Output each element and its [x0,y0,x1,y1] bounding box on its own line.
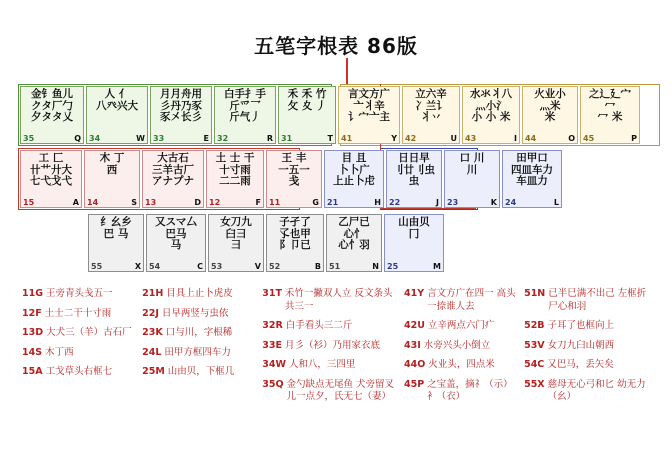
key-code-number: 21 [327,198,339,207]
key-letter: C [197,262,203,271]
legend-item-code: 22J [142,307,159,319]
key-letter: N [372,262,379,271]
legend-item-text: 木丁西 [45,346,74,358]
key-glyph-line: 月月舟用 [160,88,202,100]
key-glyphs [463,87,519,124]
key-code-number: 22 [389,198,401,207]
key-footer [503,198,561,207]
key-code-number: 53 [211,262,223,271]
legend-item-code: 55X [524,378,545,390]
key-glyph-line: 冖 米 [597,111,623,123]
key-glyph-line: 土 士 干 [215,152,255,164]
key-v[interactable] [208,214,264,272]
key-glyph-line: 阝卩已 [279,239,311,251]
key-e[interactable] [150,86,212,144]
legend-item [22,288,138,301]
key-glyph-line: 臼彐 [225,227,247,240]
key-letter: H [374,198,381,207]
key-code-number: 23 [447,198,459,207]
legend-item-text: 慈母无心弓和匕 幼无力（幺） [547,378,646,402]
title-connector-line [346,58,348,84]
key-l[interactable] [502,150,562,208]
key-glyphs [215,87,275,124]
key-glyphs [267,151,321,188]
key-footer [325,198,383,207]
legend-item-text: 口与川，字根稀 [165,327,233,338]
key-letter: X [134,262,141,271]
legend-item-code: 32R [262,320,283,331]
key-glyph-line: 刂廿刂虫 [393,163,435,176]
key-glyph-line: 彐 [230,239,242,251]
keyboard-row-top [20,86,642,144]
legend-item-text: 又巴马，丢矢矣 [547,359,614,370]
key-glyph-line: アナプナ [152,175,194,187]
key-glyph-line: 目 且 [341,152,367,164]
key-code-number: 52 [269,262,281,271]
key-footer [339,134,399,143]
key-letter: A [72,198,79,207]
legend-item [262,288,400,313]
legend-item-code: 43I [403,339,421,351]
key-glyph-line: 乙尸已 [338,216,370,228]
key-footer [207,198,263,207]
key-code-number: 13 [145,198,157,207]
legend-column [262,288,400,411]
key-footer [89,262,143,271]
legend-column [22,288,138,411]
key-code-number: 42 [405,134,417,143]
key-glyph-line: 川 [466,163,478,176]
key-letter: F [255,198,261,207]
key-glyph-line: 冖 [604,99,616,112]
key-q[interactable] [20,86,84,144]
legend-item [22,366,138,379]
key-glyph-line: 纟幺乡 [100,216,132,228]
legend-column [404,288,520,411]
legend-item [142,288,258,301]
legend-item [262,340,400,353]
key-glyph-line: 斤爫乛 [229,99,261,112]
key-code-number: 24 [505,198,517,207]
key-code-number: 11 [269,198,281,207]
key-code-number: 14 [87,198,99,207]
legend-item [524,379,652,404]
legend-item-text: 火业头，四点米 [428,359,495,370]
key-glyph-line: 斤气丿 [229,111,261,123]
key-footer [267,198,321,207]
key-glyph-line: 灬米 [539,99,561,112]
legend-item-text: 人和八，三四里 [288,359,356,370]
key-glyph-line: 上止卜虍 [333,175,375,187]
legend-item-code: 54C [524,359,545,370]
legend-item [142,347,258,360]
key-glyph-line: 日日早 [398,152,430,164]
key-glyph-line: 之辶廴宀 [589,88,631,100]
key-footer [403,134,459,143]
wubi-keyboard-chart [10,86,662,271]
key-glyph-line: 言文方广 [348,88,390,100]
key-glyphs [385,215,443,240]
key-glyphs [147,215,205,252]
legend-item-code: 11G [22,288,44,299]
key-glyph-line: 西 [106,163,118,176]
legend-item [22,347,138,360]
group-connector-bottom [380,208,476,209]
legend-item-code: 15A [22,366,43,377]
key-footer [279,134,335,143]
key-footer [147,262,205,271]
legend-column [142,288,258,411]
key-glyph-line: 米 [544,111,556,123]
key-code-number: 33 [153,134,165,143]
key-letter: J [436,198,439,207]
key-letter: Y [391,134,397,143]
legend-item-code: 41Y [403,288,425,299]
legend-item-text: 大犬三（羊）古石厂 [46,327,132,338]
key-letter: M [433,262,441,271]
key-code-number: 45 [583,134,595,143]
key-letter: G [312,198,319,207]
key-footer [143,198,203,207]
key-glyph-line: 二二雨 [219,175,251,187]
legend-item-code: 12F [22,307,42,319]
key-f[interactable] [206,150,264,208]
key-glyph-line: 一五一 [278,163,310,176]
legend-item-text: 日早两竖与虫依 [161,307,229,319]
key-glyph-line: 火业小 [534,88,566,100]
key-glyphs [279,87,335,112]
key-glyphs [327,215,381,252]
key-letter: U [450,134,457,143]
page-title: 五笔字根表 86版 [254,34,418,58]
legend-item-code: 35Q [262,378,284,390]
key-glyph-line: 虫 [408,175,420,187]
key-x[interactable] [88,214,144,272]
key-footer [267,262,323,271]
legend-item [404,359,520,372]
key-glyph-line: 禾 禾 竹 [287,88,327,100]
legend-item-code: 14S [22,346,43,358]
legend-item-text: 月彡（衫）乃用家衣底 [284,339,380,351]
key-glyph-line: 巴 马 [103,227,129,240]
legend-item-text: 禾竹一撇双人立 反文条头共三一 [284,288,393,312]
legend-item-code: 51N [524,288,546,299]
key-letter: P [631,134,637,143]
key-footer [21,198,81,207]
key-code-number: 15 [23,198,35,207]
key-footer [581,134,639,143]
legend-item [22,327,138,340]
keyboard-row-home [20,150,564,208]
key-letter: Q [74,134,81,143]
key-glyph-line: 攵 夊 丿 [287,99,327,112]
legend-item-text: 之宝盖，摘礻（示）衤（衣） [427,378,513,402]
key-footer [463,134,519,143]
key-r[interactable] [214,86,276,144]
key-letter: V [254,262,261,271]
key-glyphs [523,87,577,124]
key-m[interactable] [384,214,444,272]
key-letter: I [514,134,517,143]
key-a[interactable] [20,150,82,208]
key-footer [327,262,381,271]
key-glyphs [85,151,139,176]
key-glyphs [387,151,441,188]
legend-item [262,320,400,333]
key-footer [87,134,147,143]
key-glyph-line: 子孑了 [279,216,311,228]
legend-item [262,379,400,404]
key-glyph-line: 白手扌手 [224,88,266,100]
key-footer [385,262,443,271]
key-glyphs [267,215,323,252]
key-glyphs [143,151,203,188]
key-glyph-line: 车皿力 [516,175,548,187]
legend-item-code: 13D [22,327,44,338]
legend-item-text: 工戈草头右框七 [45,366,113,377]
legend-item-code: 25M [142,366,165,377]
key-glyph-line: 彡丹乃豕 [160,99,202,112]
key-footer [387,198,441,207]
key-footer [209,262,263,271]
key-glyph-line: 灬小氵 [475,99,507,112]
key-glyph-line: 四皿车力 [511,163,553,176]
key-glyph-line: 水氺丬八 [470,88,512,100]
key-code-number: 54 [149,262,161,271]
key-code-number: 43 [465,134,477,143]
key-t[interactable] [278,86,336,144]
legend-item [524,359,652,372]
key-glyphs [89,215,143,240]
key-glyph-line: 心忄羽 [338,239,370,251]
legend-item-text: 已半巳满不出己 左框折尸心和羽 [548,288,647,312]
key-glyph-line: 七弋戈弋 [30,175,72,187]
key-glyph-line: 木 丁 [99,152,125,164]
key-h[interactable] [324,150,384,208]
key-glyph-line: 小 小 米 [471,111,511,123]
key-glyphs [325,151,383,188]
key-p[interactable] [580,86,640,144]
key-footer [21,134,83,143]
key-glyphs [21,151,81,188]
key-footer [523,134,577,143]
key-glyphs [209,215,263,252]
key-glyph-line: 三羊古厂 [152,163,194,176]
key-glyph-line: 心忄 [343,227,365,240]
key-glyph-line: 八癶兴大 [96,99,138,112]
legend-item [262,359,400,372]
key-g[interactable] [266,150,322,208]
key-code-number: 32 [217,134,229,143]
key-glyphs [87,87,147,112]
legend-item-text: 立辛两点六门疒 [427,320,495,331]
legend-item [22,308,138,321]
legend-item [404,288,520,313]
key-code-number: 55 [91,262,103,271]
key-footer [215,134,275,143]
key-code-number: 25 [387,262,399,271]
key-glyph-line: 冂 [408,227,420,240]
legend-item-text: 土士二干十寸雨 [44,307,112,319]
legend-grid [22,288,652,411]
legend-item-text: 目具上止卜虎皮 [166,288,233,299]
key-glyph-line: 夕タタ乂 [31,111,73,123]
key-glyph-line: 讠宀亠主 [348,111,390,123]
key-glyphs [403,87,459,124]
legend-item-code: 31T [262,288,282,299]
key-glyph-line: 田甲口 [516,152,548,164]
keyboard-row-bottom [88,214,446,272]
key-glyphs [503,151,561,188]
key-o[interactable] [522,86,578,144]
key-glyphs [445,151,499,176]
legend-item [524,288,652,313]
key-glyph-line: 大古石 [157,152,189,164]
key-glyph-line: 工 匚 [38,152,64,164]
key-letter: K [490,198,497,207]
key-glyph-line: 王 丰 [281,152,307,164]
key-code-number: 44 [525,134,537,143]
legend-item-text: 王旁青头戋五一 [46,288,113,299]
legend-item [404,340,520,353]
key-u[interactable] [402,86,460,144]
legend-item-code: 21H [142,288,164,299]
key-letter: B [314,262,321,271]
legend-item-code: 45P [403,378,425,390]
key-glyphs [207,151,263,188]
key-letter: D [194,198,201,207]
key-glyph-line: 卜卜广 [338,163,370,176]
legend-item-text: 水旁兴头小倒立 [423,339,491,351]
legend-item [524,320,652,333]
key-letter: O [568,134,575,143]
key-j[interactable] [386,150,442,208]
key-glyphs [581,87,639,124]
key-letter: E [203,134,209,143]
legend-item-text: 白手看头三二斤 [285,320,353,331]
key-glyph-line: 巴马 [165,227,187,240]
key-y[interactable] [338,86,400,144]
key-glyph-line: クタ厂勹 [31,99,73,112]
key-glyphs [151,87,211,124]
key-s[interactable] [84,150,140,208]
legend-item-text: 女刀九臼山朝西 [547,339,615,351]
key-glyph-line: 冫兰讠 [415,99,447,112]
key-k[interactable] [444,150,500,208]
key-glyph-line: 戋 [288,175,300,187]
key-glyph-line: 女刀九 [220,216,252,228]
key-glyph-line: 豕㐅长彡 [160,111,202,123]
legend-item-code: 42U [403,320,425,331]
key-glyph-line: 卄艹廾大 [30,163,72,176]
key-glyph-line: 丬丷 [420,111,442,123]
key-i[interactable] [462,86,520,144]
key-glyph-line: 口 川 [459,152,485,164]
key-letter: L [553,198,559,207]
key-glyph-line: 十寸雨 [219,163,251,176]
legend-item [404,320,520,333]
legend-item [142,327,258,340]
legend-item-code: 52B [524,320,545,331]
key-glyphs [21,87,83,124]
key-letter: R [266,134,273,143]
key-code-number: 31 [281,134,293,143]
legend-item-text: 山由贝，下框几 [167,366,235,377]
key-c[interactable] [146,214,206,272]
legend-item-code: 44O [403,359,426,370]
legend-item-code: 33E [262,339,282,351]
legend-item-code: 53V [524,339,545,351]
key-footer [85,198,139,207]
key-letter: W [136,134,145,143]
key-n[interactable] [326,214,382,272]
key-glyph-line: 又スマ厶 [155,216,197,228]
legend-item-text: 子耳了也框向上 [547,320,615,331]
key-glyph-line: 亠丬辛 [353,99,385,112]
key-glyph-line: 孓也甲 [279,227,311,240]
key-b[interactable] [266,214,324,272]
key-code-number: 51 [329,262,341,271]
key-w[interactable] [86,86,148,144]
key-code-number: 35 [23,134,35,143]
legend-column [524,288,652,411]
key-glyph-line: 山由贝 [398,216,430,228]
key-glyph-line: 金钅鱼儿 [31,88,73,100]
legend-item [142,308,258,321]
key-glyph-line: 人 亻 [104,88,130,100]
legend-item-text: 言文方广在四一 高头一捺谁人去 [427,288,516,312]
key-glyph-line: 立六辛 [415,88,447,100]
key-footer [151,134,211,143]
key-d[interactable] [142,150,204,208]
legend-item [524,340,652,353]
key-glyphs [339,87,399,124]
legend-item-text: 金勺缺点无尾鱼 犬旁留叉儿一点夕，氏无七（妻） [286,378,395,402]
key-code-number: 34 [89,134,101,143]
legend-item-code: 34W [262,359,286,370]
key-footer [445,198,499,207]
key-letter: S [131,198,137,207]
key-code-number: 12 [209,198,221,207]
legend-item [142,366,258,379]
legend-item-text: 田甲方框四车力 [164,346,231,358]
legend-item-code: 23K [142,327,163,338]
key-glyph-line: 马 [170,239,182,251]
legend-item-code: 24L [142,346,162,358]
key-code-number: 41 [341,134,353,143]
legend-item [404,379,520,404]
key-letter: T [327,134,333,143]
